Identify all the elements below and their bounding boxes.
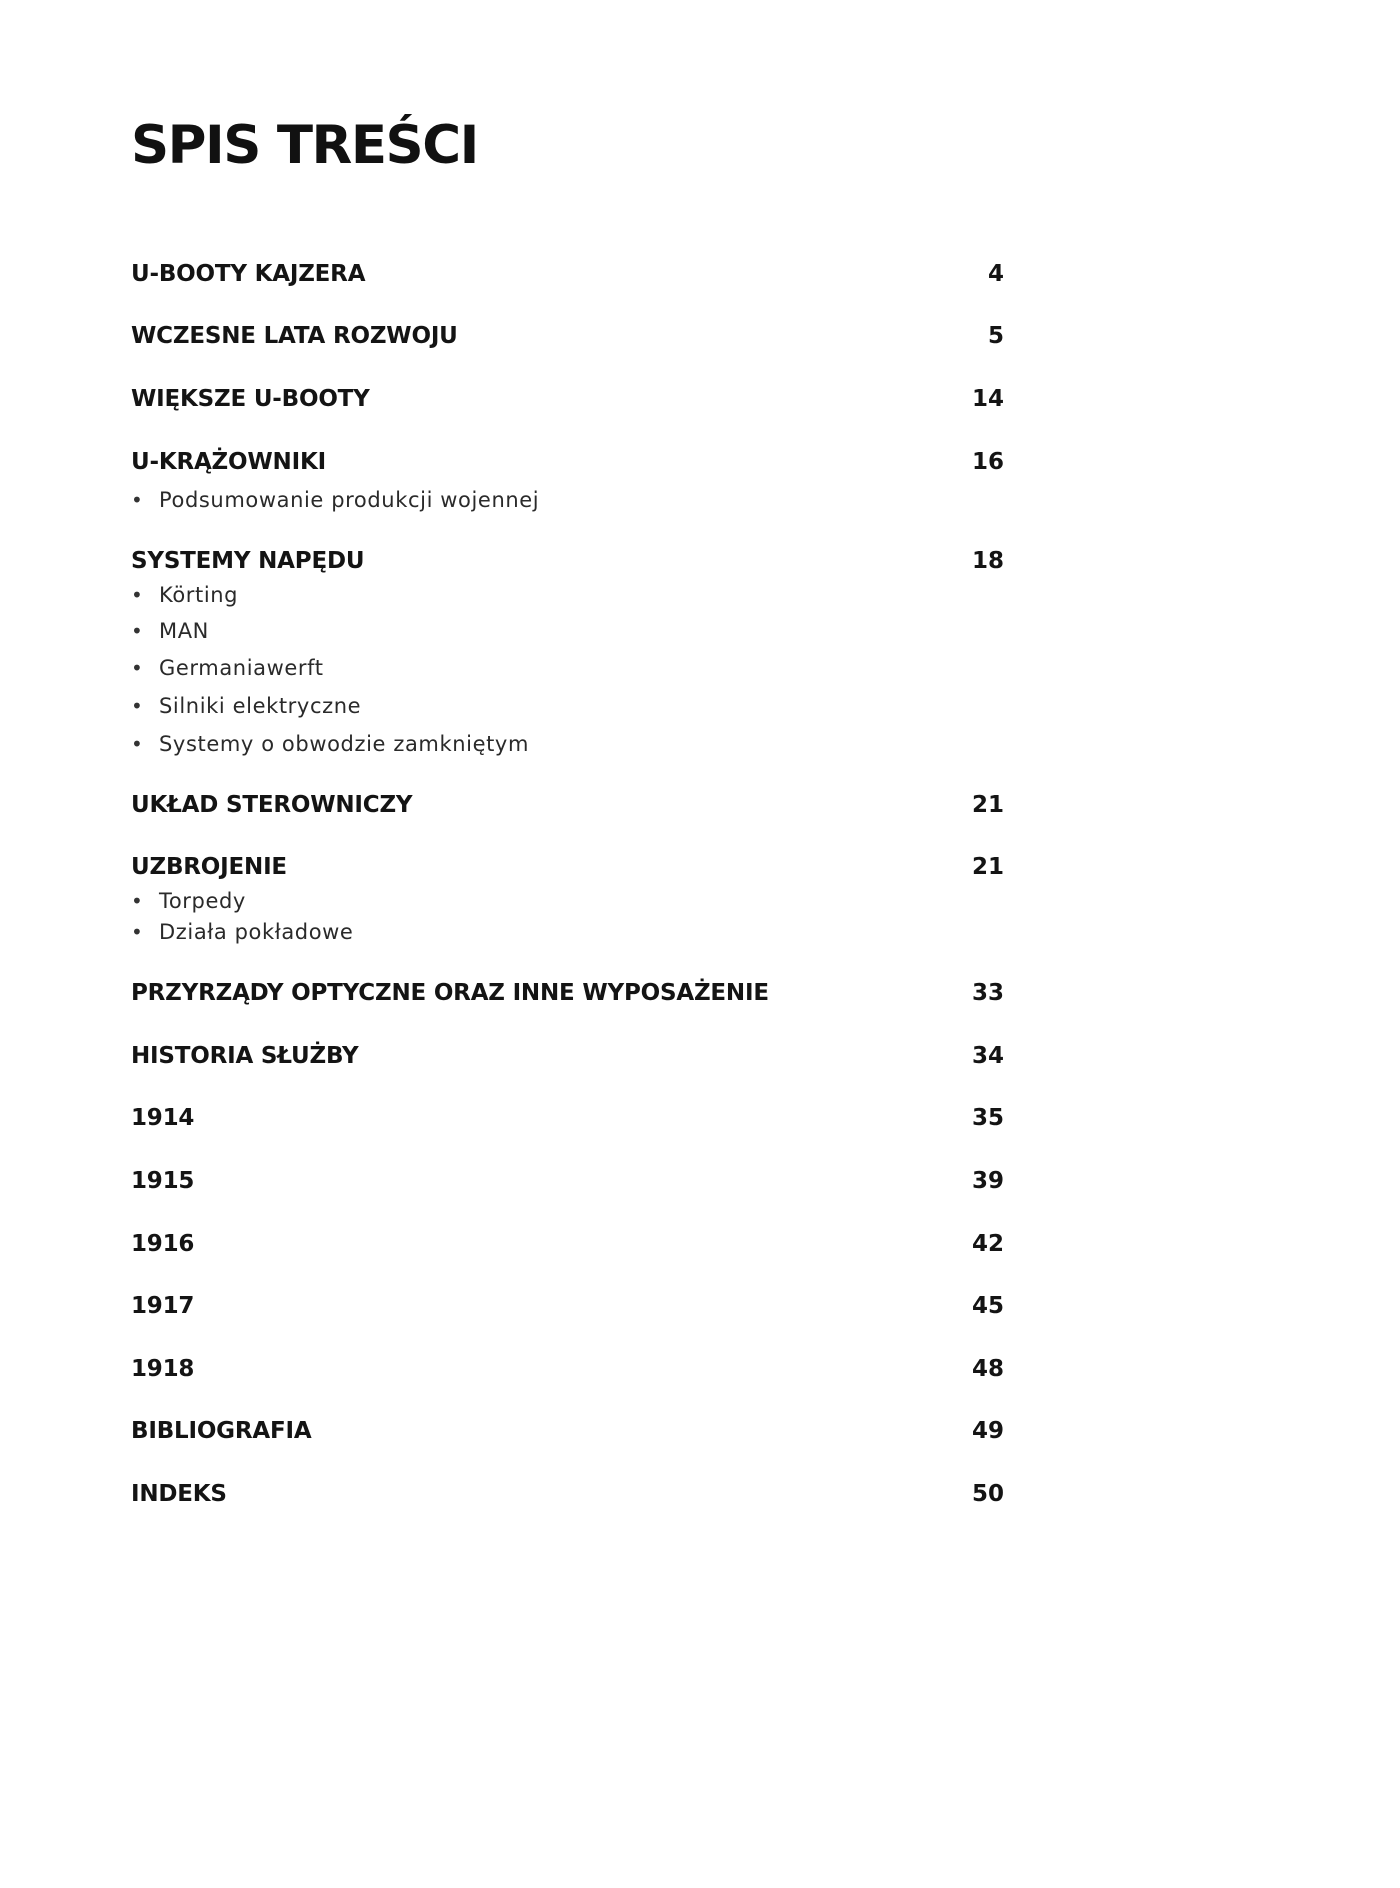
toc-entry-page-number: 48	[971, 1356, 1004, 1382]
toc-subitem	[131, 689, 831, 723]
page-title: SPIS TREŚCI	[131, 115, 478, 176]
toc-entry-u-krazowniki	[131, 442, 1004, 482]
toc-subitem-label: Torpedy	[159, 889, 246, 913]
toc-subitem-label: Körting	[159, 583, 239, 607]
toc-entry-title: 1916	[131, 1231, 195, 1257]
toc-entry-page-number: 45	[971, 1293, 1004, 1319]
toc-entry-title: 1918	[131, 1356, 195, 1382]
toc-entry-page-number: 5	[987, 323, 1004, 349]
toc-subitem	[131, 614, 831, 648]
toc-entry-title: BIBLIOGRAFIA	[131, 1418, 312, 1444]
toc-entry-title: U-BOOTY KAJZERA	[131, 261, 366, 287]
toc-entry-systemy-napedu	[131, 541, 1004, 581]
toc-entry-title: WCZESNE LATA ROZWOJU	[131, 323, 458, 349]
toc-entry-bibliografia	[131, 1411, 1004, 1451]
toc-entry-title: 1917	[131, 1293, 195, 1319]
toc-entry-title: PRZYRZĄDY OPTYCZNE ORAZ INNE WYPOSAŻENIE	[131, 980, 769, 1006]
toc-entry-1916	[131, 1224, 1004, 1264]
toc-entry-wczesne-lata-rozwoju	[131, 316, 1004, 356]
bullet-icon: •	[131, 732, 143, 756]
bullet-icon: •	[131, 694, 143, 718]
toc-entry-title: HISTORIA SŁUŻBY	[131, 1043, 359, 1069]
toc-subitem-label: Działa pokładowe	[159, 920, 354, 944]
toc-entry-page-number: 4	[987, 261, 1004, 287]
toc-subitem	[131, 884, 831, 918]
toc-entry-uklad-sterowniczy	[131, 785, 1004, 825]
toc-entry-u-booty-kajzera	[131, 254, 1004, 294]
toc-entry-title: UKŁAD STEROWNICZY	[131, 792, 413, 818]
bullet-icon: •	[131, 920, 143, 944]
toc-subitem-label: Germaniawerft	[159, 656, 324, 680]
toc-entry-page-number: 50	[971, 1481, 1004, 1507]
bullet-icon: •	[131, 656, 143, 680]
toc-entry-title: 1915	[131, 1168, 195, 1194]
toc-subitem	[131, 727, 831, 761]
toc-entry-page-number: 21	[971, 792, 1004, 818]
toc-subitem-label: Systemy o obwodzie zamkniętym	[159, 732, 530, 756]
toc-subitem-label: MAN	[159, 619, 209, 643]
toc-entry-page-number: 18	[971, 548, 1004, 574]
toc-entry-1917	[131, 1286, 1004, 1326]
toc-entry-title: UZBROJENIE	[131, 854, 287, 880]
toc-entry-title: SYSTEMY NAPĘDU	[131, 548, 365, 574]
toc-subitem	[131, 578, 831, 612]
toc-entry-1914	[131, 1098, 1004, 1138]
toc-entry-wieksze-u-booty	[131, 379, 1004, 419]
bullet-icon: •	[131, 488, 143, 512]
toc-subitem	[131, 915, 831, 949]
toc-subitem	[131, 651, 831, 685]
toc-entry-przyrzady-optyczne	[131, 973, 1004, 1013]
toc-entry-page-number: 33	[971, 980, 1004, 1006]
toc-entry-title: WIĘKSZE U-BOOTY	[131, 386, 370, 412]
toc-entry-indeks	[131, 1474, 1004, 1514]
toc-entry-title: U-KRĄŻOWNIKI	[131, 449, 326, 475]
toc-entry-uzbrojenie	[131, 847, 1004, 887]
toc-entry-page-number: 16	[971, 449, 1004, 475]
toc-entry-1915	[131, 1161, 1004, 1201]
toc-entry-title: INDEKS	[131, 1481, 227, 1507]
toc-entry-page-number: 49	[971, 1418, 1004, 1444]
toc-entry-page-number: 21	[971, 854, 1004, 880]
toc-entry-page-number: 35	[971, 1105, 1004, 1131]
toc-subitem-label: Podsumowanie produkcji wojennej	[159, 488, 540, 512]
bullet-icon: •	[131, 583, 143, 607]
toc-entry-page-number: 42	[971, 1231, 1004, 1257]
bullet-icon: •	[131, 619, 143, 643]
bullet-icon: •	[131, 889, 143, 913]
toc-entry-historia-sluzby	[131, 1036, 1004, 1076]
toc-subitem-label: Silniki elektryczne	[159, 694, 362, 718]
toc-subitem	[131, 483, 831, 517]
toc-entry-title: 1914	[131, 1105, 195, 1131]
toc-entry-page-number: 34	[971, 1043, 1004, 1069]
toc-entry-page-number: 39	[971, 1168, 1004, 1194]
toc-entry-1918	[131, 1349, 1004, 1389]
toc-entry-page-number: 14	[971, 386, 1004, 412]
